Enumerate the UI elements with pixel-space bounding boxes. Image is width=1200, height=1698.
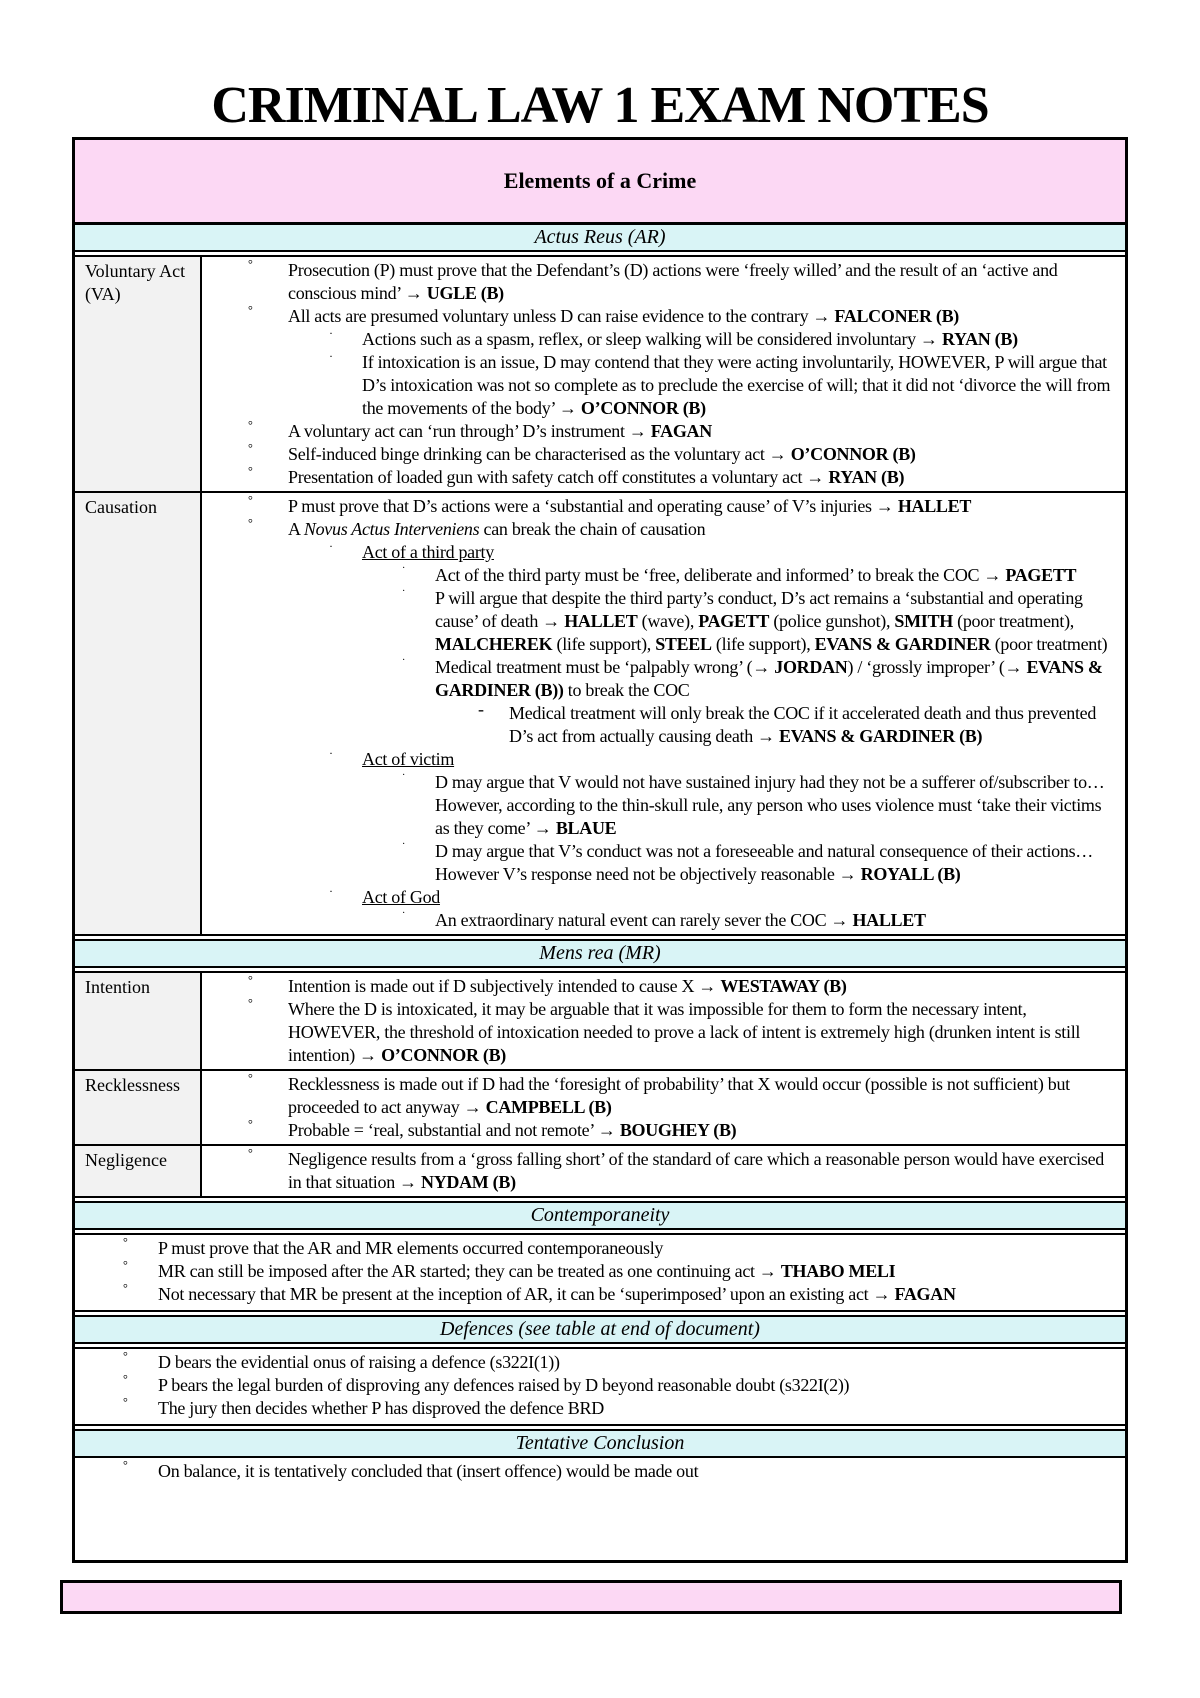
document-title: CRIMINAL LAW 1 EXAM NOTES (211, 77, 989, 134)
bullet-marker-icon: ° (248, 418, 253, 432)
case-name: SMITH (894, 611, 953, 631)
bullet-text: The jury then decides whether P has disproved the defence BRD (158, 1398, 604, 1418)
bullet-text: (life support), (711, 634, 815, 654)
case-name: ROYALL (B) (860, 864, 961, 884)
row-content (202, 493, 1125, 934)
case-name: JORDAN (774, 657, 848, 677)
bullet-text: D may argue that V would not have sustained injury had they not be a sufferer of/subscriber to…However, according to the thin-skull rule, any person who uses violence must ‘take their victims as they come’ → (435, 772, 1105, 838)
bullet-item (202, 699, 1119, 748)
row-content (202, 257, 1125, 491)
bullet-marker-icon: ° (248, 493, 253, 507)
bullet-text: Medical treatment will only break the COC if it accelerated death and thus prevented D’s act from actually causing death → (509, 703, 1097, 746)
bullet-item (75, 1260, 1119, 1283)
conclusion-content (75, 1458, 1125, 1487)
bullet-text: ) / ‘grossly improper’ (→ (847, 657, 1027, 677)
bullet-text: can break the chain of causation (479, 519, 706, 539)
case-name: MALCHEREK (435, 634, 553, 654)
case-name: O’CONNOR (B) (381, 1045, 506, 1065)
case-name: WESTAWAY (B) (720, 976, 847, 996)
case-name: FAGAN (650, 421, 712, 441)
section-heading-defences: Defences (see table at end of document) (75, 1317, 1125, 1344)
bullet-text: Intention is made out if D subjectively intended to cause X → (288, 976, 721, 996)
row-label: Causation (75, 493, 202, 934)
sub-bullet-marker-icon: · (329, 884, 333, 898)
bullet-item (202, 351, 1119, 420)
row-label: Intention (75, 973, 202, 1069)
bullet-item (202, 998, 1119, 1067)
bullet-marker-icon: ° (248, 1117, 253, 1131)
bullet-item (202, 564, 1119, 587)
bullet-item (75, 1397, 1119, 1420)
case-name: O’CONNOR (B) (790, 444, 916, 464)
bullet-item (75, 1460, 1119, 1483)
bullet-text: Where the D is intoxicated, it may be arguable that it was impossible for them to form the necessary intent, HOWEVER, the threshold of intoxication needed to prove a lack of intent is extremely high (drunken intent is still intention) → (288, 999, 1081, 1065)
bullet-item (75, 1351, 1119, 1374)
bullet-item (202, 443, 1119, 466)
row-recklessness (75, 1071, 1125, 1146)
bullet-text: (life support), (552, 634, 656, 654)
bullet-text: (wave), (637, 611, 699, 631)
bullet-text: Novus Actus Interveniens (303, 519, 480, 539)
bullet-text: P must prove that the AR and MR elements occurred contemporaneously (158, 1238, 664, 1258)
bullet-marker-icon: ° (123, 1372, 128, 1386)
sub-bullet-marker-icon: · (402, 586, 406, 597)
case-name: RYAN (B) (941, 329, 1018, 349)
row-content (202, 1071, 1125, 1144)
section-heading-actus-reus: Actus Reus (AR) (75, 225, 1125, 252)
row-negligence (75, 1146, 1125, 1198)
bullet-text: A voluntary act can ‘run through’ D’s instrument → (288, 421, 651, 441)
bullet-item (202, 259, 1119, 305)
bullet-text: D bears the evidential onus of raising a defence (s322I(1)) (158, 1352, 560, 1372)
notes-table (72, 137, 1128, 1563)
case-name: THABO MELI (780, 1261, 896, 1281)
case-name: EVANS & GARDINER (814, 634, 991, 654)
bullet-item (202, 328, 1119, 351)
case-name: RYAN (B) (828, 467, 905, 487)
case-name: O’CONNOR (B) (580, 398, 706, 418)
case-name: HALLET (564, 611, 638, 631)
bullet-marker-icon: ° (123, 1235, 128, 1249)
section-heading-tentative-conclusion: Tentative Conclusion (75, 1431, 1125, 1458)
bullet-item (202, 1119, 1119, 1142)
bullet-text: On balance, it is tentatively concluded that (insert offence) would be made out (158, 1461, 699, 1481)
sub-bullet-marker-icon: · (329, 539, 333, 553)
bullet-marker-icon: ° (248, 1071, 253, 1085)
subheading: Act of a third party (362, 542, 494, 562)
bullet-text: P must prove that D’s actions were a ‘substantial and operating cause’ of V’s injuries → (288, 496, 898, 516)
bullet-text: An extraordinary natural event can rarely sever the COC → (435, 910, 853, 930)
bullet-item (202, 305, 1119, 328)
case-name: NYDAM (B) (421, 1172, 516, 1192)
subheading: Act of God (362, 887, 440, 907)
case-name: CAMPBELL (B) (485, 1097, 612, 1117)
bullet-text: (poor treatment) (990, 634, 1108, 654)
bullet-item (202, 541, 1119, 564)
bullet-item (202, 909, 1119, 932)
bullet-text: P will argue that despite the third party’s conduct, D’s act remains a ‘substantial and operating cause’ of death → (435, 588, 1083, 631)
sub-bullet-marker-icon: · (402, 839, 406, 850)
footer-bar (60, 1580, 1122, 1614)
bullet-text: Actions such as a spasm, reflex, or sleep walking will be considered involuntary → (362, 329, 942, 349)
case-name: FAGAN (894, 1284, 956, 1304)
bullet-marker-icon: ° (248, 516, 253, 530)
bullet-marker-icon: ° (123, 1349, 128, 1363)
bullet-text: A (288, 519, 304, 539)
row-intention (75, 973, 1125, 1071)
bullet-marker-icon: ° (248, 303, 253, 317)
bullet-marker-icon: ° (123, 1258, 128, 1272)
bullet-marker-icon: ° (123, 1458, 128, 1472)
case-name: HALLET (852, 910, 926, 930)
row-label: Negligence (75, 1146, 202, 1196)
bullet-item (75, 1283, 1119, 1306)
case-name: BLAUE (555, 818, 617, 838)
bullet-text: Not necessary that MR be present at the inception of AR, it can be ‘superimposed’ upon an existing act → (158, 1284, 895, 1304)
bullet-item (202, 975, 1119, 998)
defences-content (75, 1349, 1125, 1426)
bullet-text: (poor treatment), (952, 611, 1074, 631)
row-content (202, 1146, 1125, 1196)
bullet-text: (police gunshot), (769, 611, 895, 631)
bullet-text: MR can still be imposed after the AR started; they can be treated as one continuing act → (158, 1261, 781, 1281)
case-name: UGLE (B) (426, 283, 504, 303)
bullet-item (202, 466, 1119, 489)
bullet-text: Probable = ‘real, substantial and not remote’ → (288, 1120, 620, 1140)
row-causation (75, 493, 1125, 934)
bullet-item (202, 748, 1119, 771)
row-label: Recklessness (75, 1071, 202, 1144)
sub-bullet-marker-icon: · (402, 908, 406, 919)
row-content (202, 973, 1125, 1069)
case-name: PAGETT (698, 611, 770, 631)
sub-bullet-marker-icon: · (329, 349, 333, 363)
dash-marker-icon: - (478, 699, 484, 719)
row-voluntary-act (75, 257, 1125, 493)
bullet-marker-icon: ° (248, 973, 253, 987)
bullet-item (202, 1073, 1119, 1119)
bullet-item (202, 587, 1119, 656)
bullet-text: Self-induced binge drinking can be characterised as the voluntary act → (288, 444, 791, 464)
table-header: Elements of a Crime (75, 140, 1125, 225)
sub-bullet-marker-icon: · (402, 770, 406, 781)
bullet-item (202, 886, 1119, 909)
case-name: EVANS & GARDINER (B) (779, 726, 983, 746)
bullet-marker-icon: ° (248, 464, 253, 478)
bullet-item (202, 656, 1119, 702)
section-heading-contemporaneity: Contemporaneity (75, 1203, 1125, 1230)
bullet-item (202, 771, 1119, 840)
bullet-text: If intoxication is an issue, D may contend that they were acting involuntarily, HOWEVER, P will argue that D’s intoxication was not so complete as to preclude the exercise of will; that it did not ‘divorce the will from the movements of the body’ → (362, 352, 1111, 418)
bullet-text: All acts are presumed voluntary unless D can raise evidence to the contrary → (288, 306, 835, 326)
bullet-text: Prosecution (P) must prove that the Defendant’s (D) actions were ‘freely willed’ and the result of an ‘active and conscious mind’ → (288, 260, 1058, 303)
bullet-item (202, 840, 1119, 886)
case-name: EVANS & GARDINER (B)) (435, 657, 1103, 700)
bullet-item (202, 495, 1119, 518)
sub-bullet-marker-icon: · (402, 655, 406, 666)
bullet-marker-icon: ° (123, 1281, 128, 1295)
bullet-item (75, 1237, 1119, 1260)
bullet-text: P bears the legal burden of disproving any defences raised by D beyond reasonable doubt (s322I(2)) (158, 1375, 850, 1395)
bullet-item (202, 1148, 1119, 1194)
spacer-row (75, 934, 1125, 941)
bullet-item (202, 420, 1119, 443)
section-heading-mens-rea: Mens rea (MR) (75, 941, 1125, 968)
bullet-text: to break the COC (563, 680, 690, 700)
case-name: PAGETT (1005, 565, 1077, 585)
bullet-text: Medical treatment must be ‘palpably wrong’ (→ (435, 657, 775, 677)
case-name: HALLET (897, 496, 972, 516)
bullet-text: Negligence results from a ‘gross falling short’ of the standard of care which a reasonable person would have exercised in that situation → (288, 1149, 1104, 1192)
sub-bullet-marker-icon: · (329, 326, 333, 340)
case-name: FALCONER (B) (834, 306, 959, 326)
bullet-text: D may argue that V’s conduct was not a foreseeable and natural consequence of their actions…However V’s response need not be objectively reasonable → (435, 841, 1093, 884)
sub-bullet-marker-icon: · (402, 563, 406, 574)
bullet-text: Act of the third party must be ‘free, deliberate and informed’ to break the COC → (435, 565, 1006, 585)
contemporaneity-content (75, 1235, 1125, 1312)
bullet-marker-icon: ° (248, 1146, 253, 1160)
case-name: STEEL (655, 634, 712, 654)
bullet-marker-icon: ° (248, 996, 253, 1010)
case-name: BOUGHEY (B) (619, 1120, 737, 1140)
bullet-marker-icon: ° (248, 257, 253, 271)
row-label: Voluntary Act (VA) (75, 257, 202, 491)
bullet-marker-icon: ° (123, 1395, 128, 1409)
bullet-text: Presentation of loaded gun with safety catch off constitutes a voluntary act → (288, 467, 829, 487)
bullet-item (75, 1374, 1119, 1397)
bullet-text: Recklessness is made out if D had the ‘foresight of probability’ that X would occur (possible is not sufficient) but proceeded to act anyway → (288, 1074, 1070, 1117)
bullet-item (202, 518, 1119, 541)
bullet-marker-icon: ° (248, 441, 253, 455)
subheading: Act of victim (362, 749, 455, 769)
sub-bullet-marker-icon: · (329, 746, 333, 760)
